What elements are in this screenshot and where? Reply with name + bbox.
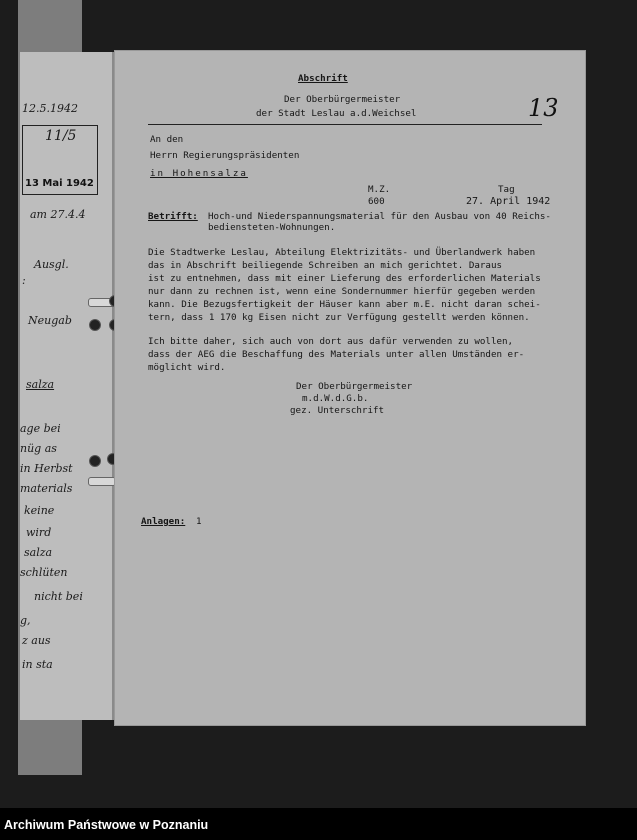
archive-name: Archiwum Państwowe w Poznaniu: [4, 818, 209, 832]
day-label: Tag: [498, 184, 515, 195]
signature-line: gez. Unterschrift: [290, 405, 385, 416]
body-line: Ich bitte daher, sich auch von dort aus dafür verwenden zu wollen,: [148, 336, 514, 347]
handwriting-line: Neugab: [28, 314, 72, 327]
handwriting-line: nüg as: [20, 442, 57, 455]
underlying-date: 12.5.1942: [22, 102, 78, 115]
signature-line: Der Oberbürgermeister: [296, 381, 413, 392]
binder-clip: [88, 477, 116, 486]
address-line: Herrn Regierungspräsidenten: [150, 150, 300, 161]
body-line: Die Stadtwerke Leslau, Abteilung Elektrizitäts- und Überlandwerk haben: [148, 247, 536, 258]
body-line: das in Abschrift beiliegende Schreiben an mich gerichtet. Daraus: [148, 260, 503, 271]
issuer-line: der Stadt Leslau a.d.Weichsel: [256, 108, 417, 119]
header-rule: [148, 124, 542, 125]
address-line: An den: [150, 134, 184, 145]
handwriting-line: :: [22, 274, 26, 287]
handwriting-line: materials: [20, 482, 73, 495]
handwriting-line: in Herbst: [20, 462, 73, 475]
attachments-count: 1: [196, 516, 202, 527]
handwriting-line: salza: [26, 378, 55, 391]
subject-label: Betrifft:: [148, 211, 198, 222]
handwriting-line: z aus: [22, 634, 51, 647]
attachments-label: Anlagen:: [141, 516, 186, 527]
binder-ring: [89, 319, 101, 331]
underlying-note-date: am 27.4.4: [30, 208, 86, 221]
archive-footer: [0, 812, 637, 840]
body-line: dass der AEG die Beschaffung des Materials unter allen Umständen er-: [148, 349, 525, 360]
stamp-date: 13 Mai 1942: [25, 178, 94, 189]
mz-label: M.Z.: [368, 184, 391, 195]
issuer-line: Der Oberbürgermeister: [284, 94, 401, 105]
body-line: tern, dass 1 170 kg Eisen nicht zur Verfügung gestellt werden können.: [148, 312, 530, 323]
stamp-number: 11/5: [45, 128, 77, 144]
address-line: in Hohensalza: [150, 168, 248, 179]
body-line: möglicht wird.: [148, 362, 226, 373]
body-line: nur dann zu rechnen ist, wenn eine Sondernummer hierfür gegeben werden: [148, 286, 536, 297]
handwriting-line: in sta: [22, 658, 53, 671]
page-number: 13: [528, 94, 559, 122]
handwriting-line: Ausgl.: [34, 258, 69, 271]
handwriting-line: keine: [24, 504, 55, 517]
handwriting-line: salza: [24, 546, 53, 559]
subject-line: bediensteten-Wohnungen.: [208, 222, 336, 233]
handwriting-line: wird: [26, 526, 52, 539]
body-line: ist zu entnehmen, dass mit einer Lieferung des erforderlichen Materials: [148, 273, 541, 284]
signature-line: m.d.W.d.G.b.: [302, 393, 369, 404]
document-title: Abschrift: [298, 73, 348, 84]
received-stamp: [22, 125, 98, 195]
handwriting-line: nicht bei: [34, 590, 83, 603]
binder-ring: [89, 455, 101, 467]
handwriting-line: g,: [20, 614, 31, 627]
underlying-sheet: [20, 52, 114, 720]
handwriting-line: schlüten: [20, 566, 68, 579]
subject-line: Hoch-und Niederspannungsmaterial für den Ausbau von 40 Reichs-: [208, 211, 551, 222]
letter-date: 27. April 1942: [466, 196, 551, 207]
mz-value: 600: [368, 196, 385, 207]
handwriting-line: age bei: [20, 422, 61, 435]
body-line: kann. Die Bezugsfertigkeit der Häuser kann aber m.E. nicht daran schei-: [148, 299, 541, 310]
